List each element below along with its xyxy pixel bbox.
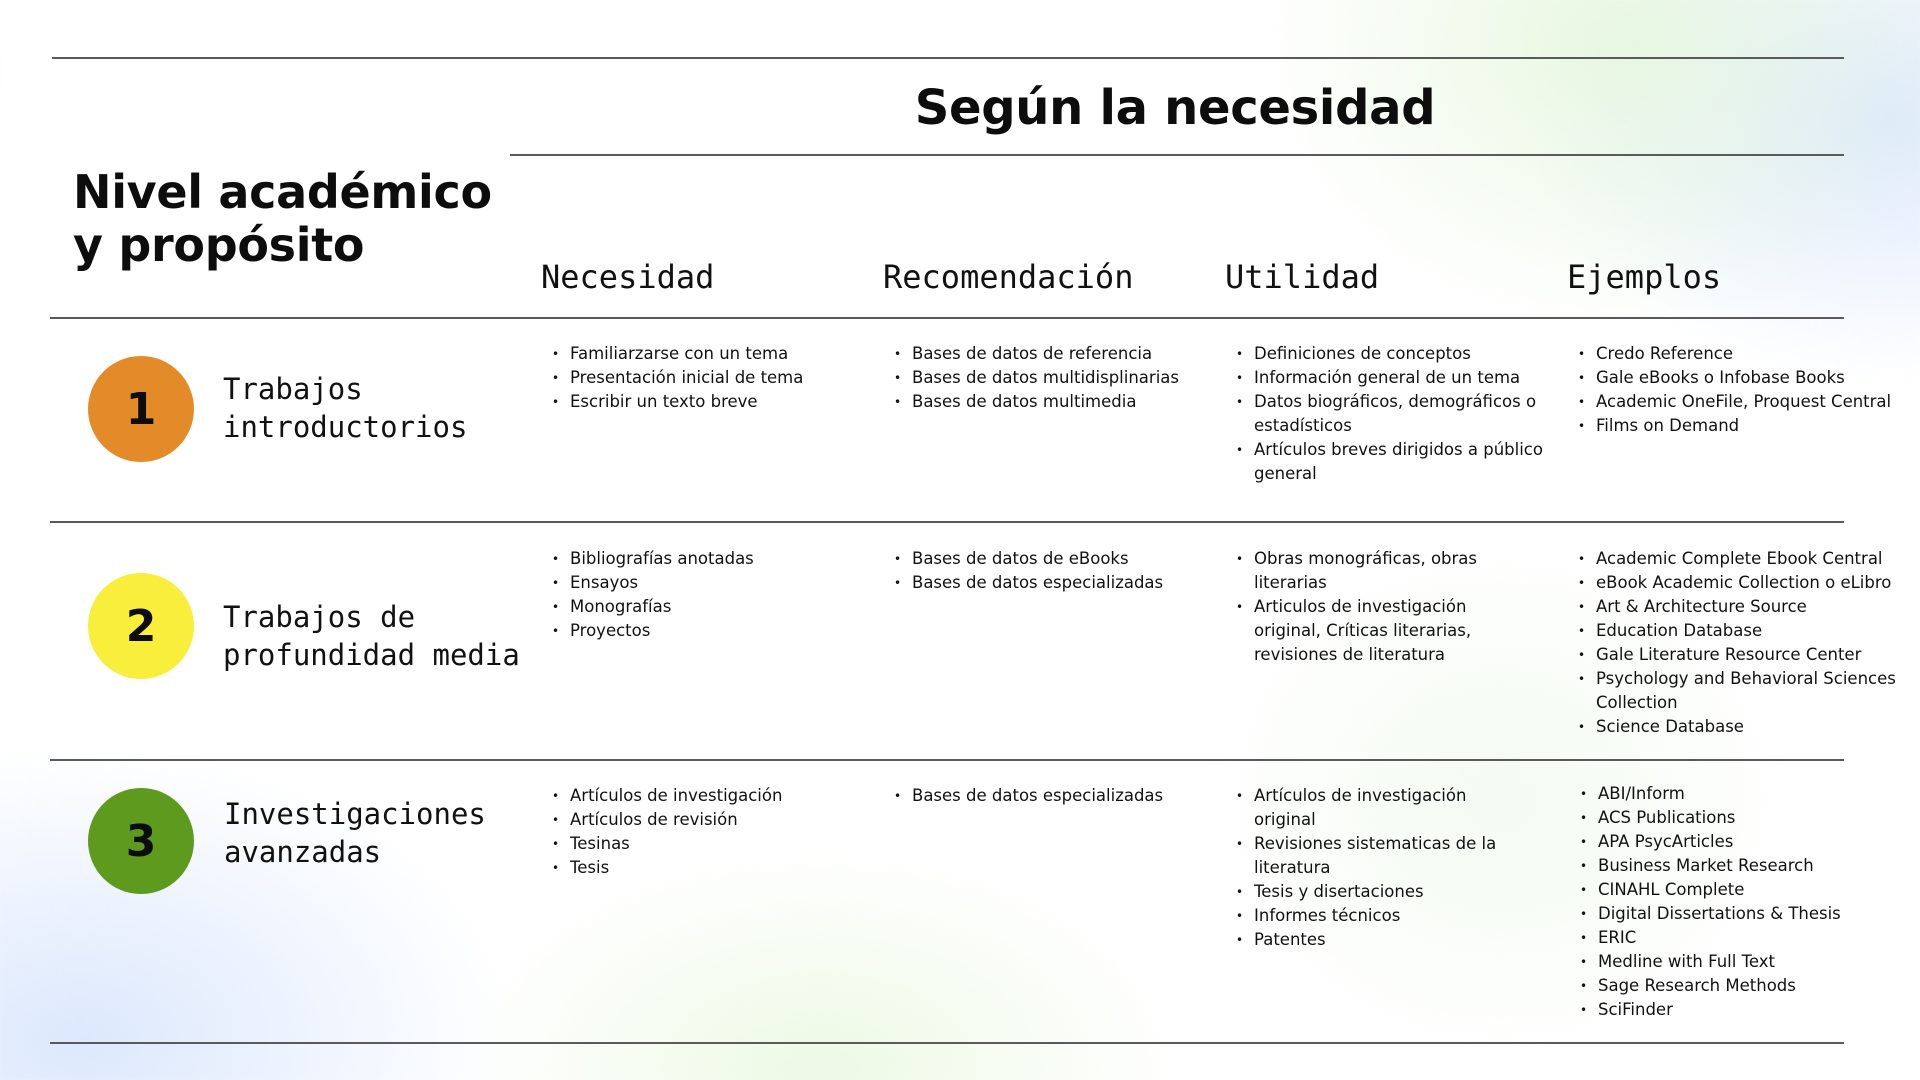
- row-2-recomendacion-list: [884, 547, 1232, 595]
- list-item: • SciFinder: [1598, 998, 1918, 1022]
- header-divider: [50, 317, 1844, 319]
- list-item: • Psychology and Behavioral Sciences Collection: [1596, 667, 1916, 715]
- list-item: • Bases de datos de eBooks: [912, 547, 1232, 571]
- row-1-ejemplos-list: [1568, 342, 1920, 438]
- level-2-circle: [88, 573, 194, 679]
- list-item: • Education Database: [1596, 619, 1916, 643]
- level-2-number: 2: [125, 600, 157, 652]
- column-header-necesidad: Necesidad: [541, 258, 715, 296]
- list-item: • Bases de datos especializadas: [912, 571, 1232, 595]
- title-underline: [510, 154, 1844, 156]
- level-3-number: 3: [125, 815, 157, 867]
- bottom-rule: [50, 1042, 1844, 1044]
- list-item: • Monografías: [570, 595, 890, 619]
- list-item: • Bibliografías anotadas: [570, 547, 890, 571]
- list-item: • Artículos de investigación original: [1254, 784, 1526, 832]
- list-item: • Tesis y disertaciones: [1254, 880, 1526, 904]
- level-1-circle: [88, 356, 194, 462]
- level-3-label-line1: Investigaciones: [224, 797, 486, 831]
- level-1-label: [223, 370, 467, 446]
- list-item: • CINAHL Complete: [1598, 878, 1918, 902]
- list-item: • Films on Demand: [1596, 414, 1920, 438]
- level-1-label-line1: Trabajos: [223, 372, 363, 406]
- row-3-ejemplos-list: [1570, 782, 1918, 1022]
- list-item: • Credo Reference: [1596, 342, 1920, 366]
- level-2-label-line1: Trabajos de: [223, 600, 416, 634]
- list-item: • ERIC: [1598, 926, 1918, 950]
- row-3-utilidad-list: [1226, 784, 1526, 952]
- list-item: • Patentes: [1254, 928, 1526, 952]
- list-item: • Escribir un texto breve: [570, 390, 890, 414]
- list-item: • ABI/Inform: [1598, 782, 1918, 806]
- list-item: • Science Database: [1596, 715, 1916, 739]
- list-item: • Definiciones de conceptos: [1254, 342, 1550, 366]
- row-1-recomendacion-list: [884, 342, 1232, 414]
- left-title-line1: Nivel académico: [73, 165, 492, 219]
- row-3-recomendacion-list: [884, 784, 1232, 808]
- list-item: • Presentación inicial de tema: [570, 366, 890, 390]
- row-2-ejemplos-list: [1568, 547, 1916, 739]
- row-2-utilidad-list: [1226, 547, 1526, 667]
- list-item: • APA PsycArticles: [1598, 830, 1918, 854]
- list-item: • Medline with Full Text: [1598, 950, 1918, 974]
- list-item: • Revisiones sistematicas de la literatura: [1254, 832, 1526, 880]
- list-item: • Business Market Research: [1598, 854, 1918, 878]
- list-item: • Datos biográficos, demográficos o estadísticos: [1254, 390, 1550, 438]
- list-item: • Digital Dissertations & Thesis: [1598, 902, 1918, 926]
- level-1-number: 1: [125, 383, 157, 435]
- column-header-utilidad: Utilidad: [1225, 258, 1380, 296]
- list-item: • Bases de datos multidisplinarias: [912, 366, 1232, 390]
- list-item: • Informes técnicos: [1254, 904, 1526, 928]
- list-item: • Familiarzarse con un tema: [570, 342, 890, 366]
- list-item: • Gale eBooks o Infobase Books: [1596, 366, 1920, 390]
- list-item: • Tesinas: [570, 832, 890, 856]
- left-title: [73, 166, 492, 272]
- level-2-label-line2: profundidad media: [223, 638, 520, 672]
- list-item: • Tesis: [570, 856, 890, 880]
- list-item: • Obras monográficas, obras literarias: [1254, 547, 1526, 595]
- list-item: • Artículos de revisión: [570, 808, 890, 832]
- list-item: • Bases de datos multimedia: [912, 390, 1232, 414]
- left-title-line2: y propósito: [73, 218, 365, 272]
- level-3-label-line2: avanzadas: [224, 835, 382, 869]
- row-1-necesidad-list: [542, 342, 890, 414]
- row-1-utilidad-list: [1226, 342, 1550, 486]
- list-item: • Academic OneFile, Proquest Central: [1596, 390, 1920, 414]
- list-item: • Bases de datos especializadas: [912, 784, 1232, 808]
- list-item: • Gale Literature Resource Center: [1596, 643, 1916, 667]
- list-item: • Sage Research Methods: [1598, 974, 1918, 998]
- list-item: • Artículos breves dirigidos a público general: [1254, 438, 1550, 486]
- level-2-label: [223, 598, 520, 674]
- column-header-ejemplos: Ejemplos: [1567, 258, 1722, 296]
- row-2-necesidad-list: [542, 547, 890, 643]
- list-item: • Bases de datos de referencia: [912, 342, 1232, 366]
- list-item: • Art & Architecture Source: [1596, 595, 1916, 619]
- row-divider-1: [50, 521, 1844, 523]
- list-item: • Información general de un tema: [1254, 366, 1550, 390]
- top-rule: [52, 57, 1844, 59]
- row-3-necesidad-list: [542, 784, 890, 880]
- level-1-label-line2: introductorios: [223, 410, 468, 444]
- list-item: • Articulos de investigación original, Críticas literarias, revisiones de literatura: [1254, 595, 1526, 667]
- level-3-label: [224, 795, 486, 871]
- list-item: • Proyectos: [570, 619, 890, 643]
- list-item: • ACS Publications: [1598, 806, 1918, 830]
- list-item: • Ensayos: [570, 571, 890, 595]
- column-header-recomendacion: Recomendación: [883, 258, 1134, 296]
- list-item: • Artículos de investigación: [570, 784, 890, 808]
- list-item: • Academic Complete Ebook Central: [1596, 547, 1916, 571]
- main-title: Según la necesidad: [914, 80, 1436, 136]
- row-divider-2: [50, 759, 1844, 761]
- level-3-circle: [88, 788, 194, 894]
- list-item: • eBook Academic Collection o eLibro: [1596, 571, 1916, 595]
